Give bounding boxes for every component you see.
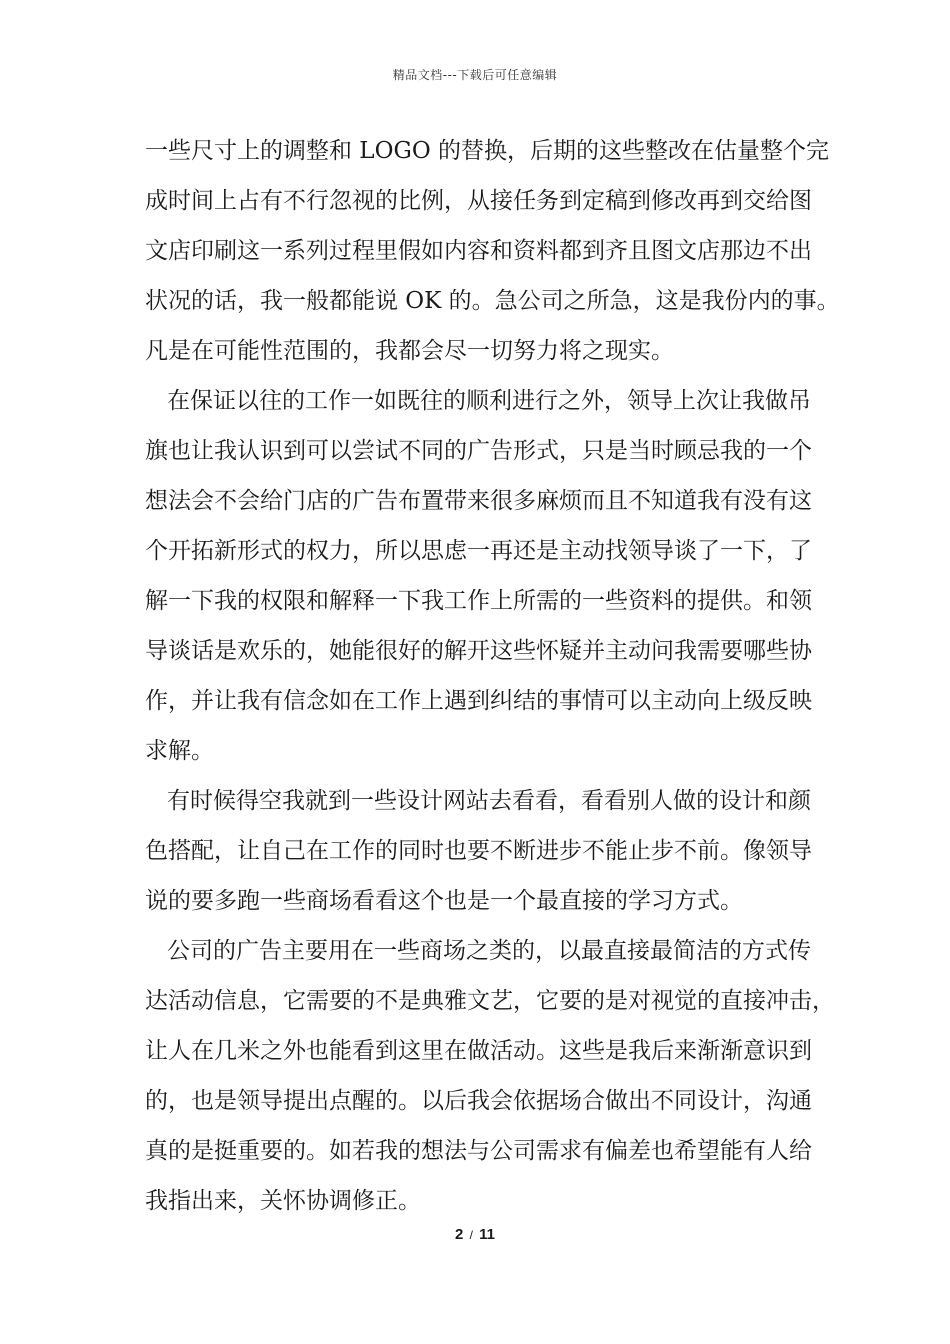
- paragraph-first-line: 公司的广告主要用在一些商场之类的，以最直接最简洁的方式传: [167, 938, 811, 964]
- paragraph-first-line: 在保证以往的工作一如既往的顺利进行之外，领导上次让我做吊: [167, 388, 811, 414]
- text-line: 个开拓新形式的权力，所以思虑一再还是主动找领导谈了一下，了: [145, 538, 812, 564]
- text-line: 旗也让我认识到可以尝试不同的广告形式，只是当时顾忌我的一个: [145, 438, 812, 464]
- text-line: 想法会不会给门店的广告布置带来很多麻烦而且不知道我有没有这: [145, 488, 812, 514]
- text-line: 作，并让我有信念如在工作上遇到纠结的事情可以主动向上级反映: [145, 688, 812, 714]
- text-line: 的，也是领导提出点醒的。以后我会依据场合做出不同设计，沟通: [145, 1088, 812, 1114]
- text-line: 文店印刷这一系列过程里假如内容和资料都到齐且图文店那边不出: [145, 238, 812, 264]
- text-line: 凡是在可能性范围的，我都会尽一切努力将之现实。: [145, 338, 674, 364]
- current-page-number: 2: [455, 1226, 464, 1243]
- text-line: 一些尺寸上的调整和 LOGO 的替换，后期的这些整改在估量整个完: [145, 138, 829, 164]
- text-line: 让人在几米之外也能看到这里在做活动。这些是我后来渐渐意识到: [145, 1038, 812, 1064]
- text-line: 求解。: [145, 738, 214, 764]
- page-header: 精品文档---下载后可任意编辑: [392, 68, 558, 82]
- text-line: 说的要多跑一些商场看看这个也是一个最直接的学习方式。: [145, 888, 743, 914]
- total-page-count: 11: [479, 1226, 495, 1243]
- text-line: 解一下我的权限和解释一下我工作上所需的一些资料的提供。和领: [145, 588, 812, 614]
- text-line: 我指出来，关怀协调修正。: [145, 1188, 421, 1214]
- text-line: 真的是挺重要的。如若我的想法与公司需求有偏差也希望能有人给: [145, 1138, 812, 1164]
- paragraph-first-line: 有时候得空我就到一些设计网站去看看，看看别人做的设计和颜: [167, 788, 811, 814]
- text-line: 色搭配，让自己在工作的同时也要不断进步不能止步不前。像领导: [145, 838, 812, 864]
- page-separator: /: [469, 1228, 473, 1242]
- page-number: [0, 1226, 950, 1243]
- body-text: [145, 126, 840, 1226]
- text-line: 达活动信息，它需要的不是典雅文艺，它要的是对视觉的直接冲击，: [145, 988, 835, 1014]
- text-line: 导谈话是欢乐的，她能很好的解开这些怀疑并主动问我需要哪些协: [145, 638, 812, 664]
- text-line: 成时间上占有不行忽视的比例，从接任务到定稿到修改再到交给图: [145, 188, 812, 214]
- text-line: 状况的话，我一般都能说 OK 的。急公司之所急，这是我份内的事。: [145, 288, 840, 314]
